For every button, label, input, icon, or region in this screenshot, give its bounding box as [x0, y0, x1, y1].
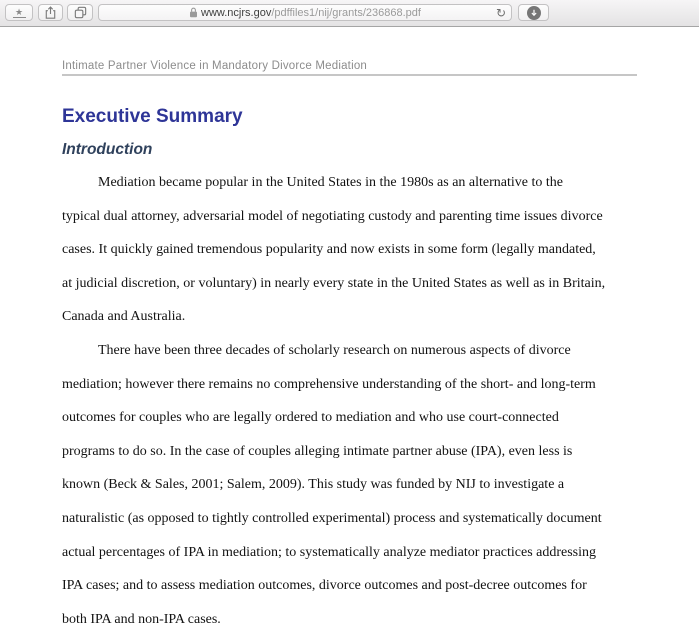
address-text [189, 7, 421, 19]
url-domain: www.ncjrs.gov [201, 6, 272, 19]
text-line: Canada and Australia. [62, 309, 186, 325]
pdf-page [0, 27, 699, 627]
tabs-icon [73, 5, 88, 20]
section-heading: Introduction [62, 141, 153, 158]
page-title: Executive Summary [62, 106, 243, 127]
text-line: IPA cases; and to assess mediation outcomes, divorce outcomes and post-decree outcomes for [62, 578, 587, 594]
tab-overview-button[interactable] [67, 4, 93, 21]
downloads-button[interactable] [518, 4, 549, 21]
text-line: There have been three decades of scholarly research on numerous aspects of divorce [98, 342, 571, 358]
text-line: cases. It quickly gained tremendous popularity and now exists in some form (legally mandated, [62, 242, 596, 258]
text-line: Mediation became popular in the United States in the 1980s as an alternative to the [98, 175, 563, 190]
text-line: naturalistic (as opposed to tightly controlled experimental) process and systematically document [62, 510, 602, 526]
download-icon [527, 6, 541, 20]
text-line: typical dual attorney, adversarial model of negotiating custody and parenting time issues divorce [62, 208, 603, 224]
url-path: /pdffiles1/nij/grants/236868.pdf [271, 6, 421, 19]
address-bar[interactable] [98, 4, 512, 21]
text-line: at judicial discretion, or voluntary) in nearly every state in the United States as well as in Britain, [62, 275, 606, 291]
star-underline-icon: ★ [13, 7, 26, 18]
lock-icon [189, 7, 198, 18]
browser-toolbar [0, 0, 699, 27]
document-body [62, 166, 652, 636]
text-line: actual percentages of IPA in mediation; to systematically analyze mediator practices addressing [62, 544, 597, 560]
header-rule [62, 74, 637, 76]
text-line: programs to do so. In the case of couples alleging intimate partner abuse (IPA), even less is [62, 443, 573, 459]
share-icon [43, 5, 58, 20]
text-line: mediation; however there remains no comprehensive understanding of the short- and long-term [62, 376, 596, 392]
text-line: known (Beck & Sales, 2001; Salem, 2009). This study was funded by NIJ to investigate a [62, 477, 565, 493]
reload-icon: ↻ [495, 5, 506, 20]
text-line: outcomes for couples who are legally ordered to mediation and who use court-connected [62, 410, 559, 426]
reload-button[interactable] [496, 5, 506, 20]
favorites-button[interactable] [5, 4, 33, 21]
share-button[interactable] [38, 4, 63, 21]
running-header: Intimate Partner Violence in Mandatory Divorce Mediation [62, 60, 368, 72]
text-line: both IPA and non-IPA cases. [62, 611, 221, 627]
